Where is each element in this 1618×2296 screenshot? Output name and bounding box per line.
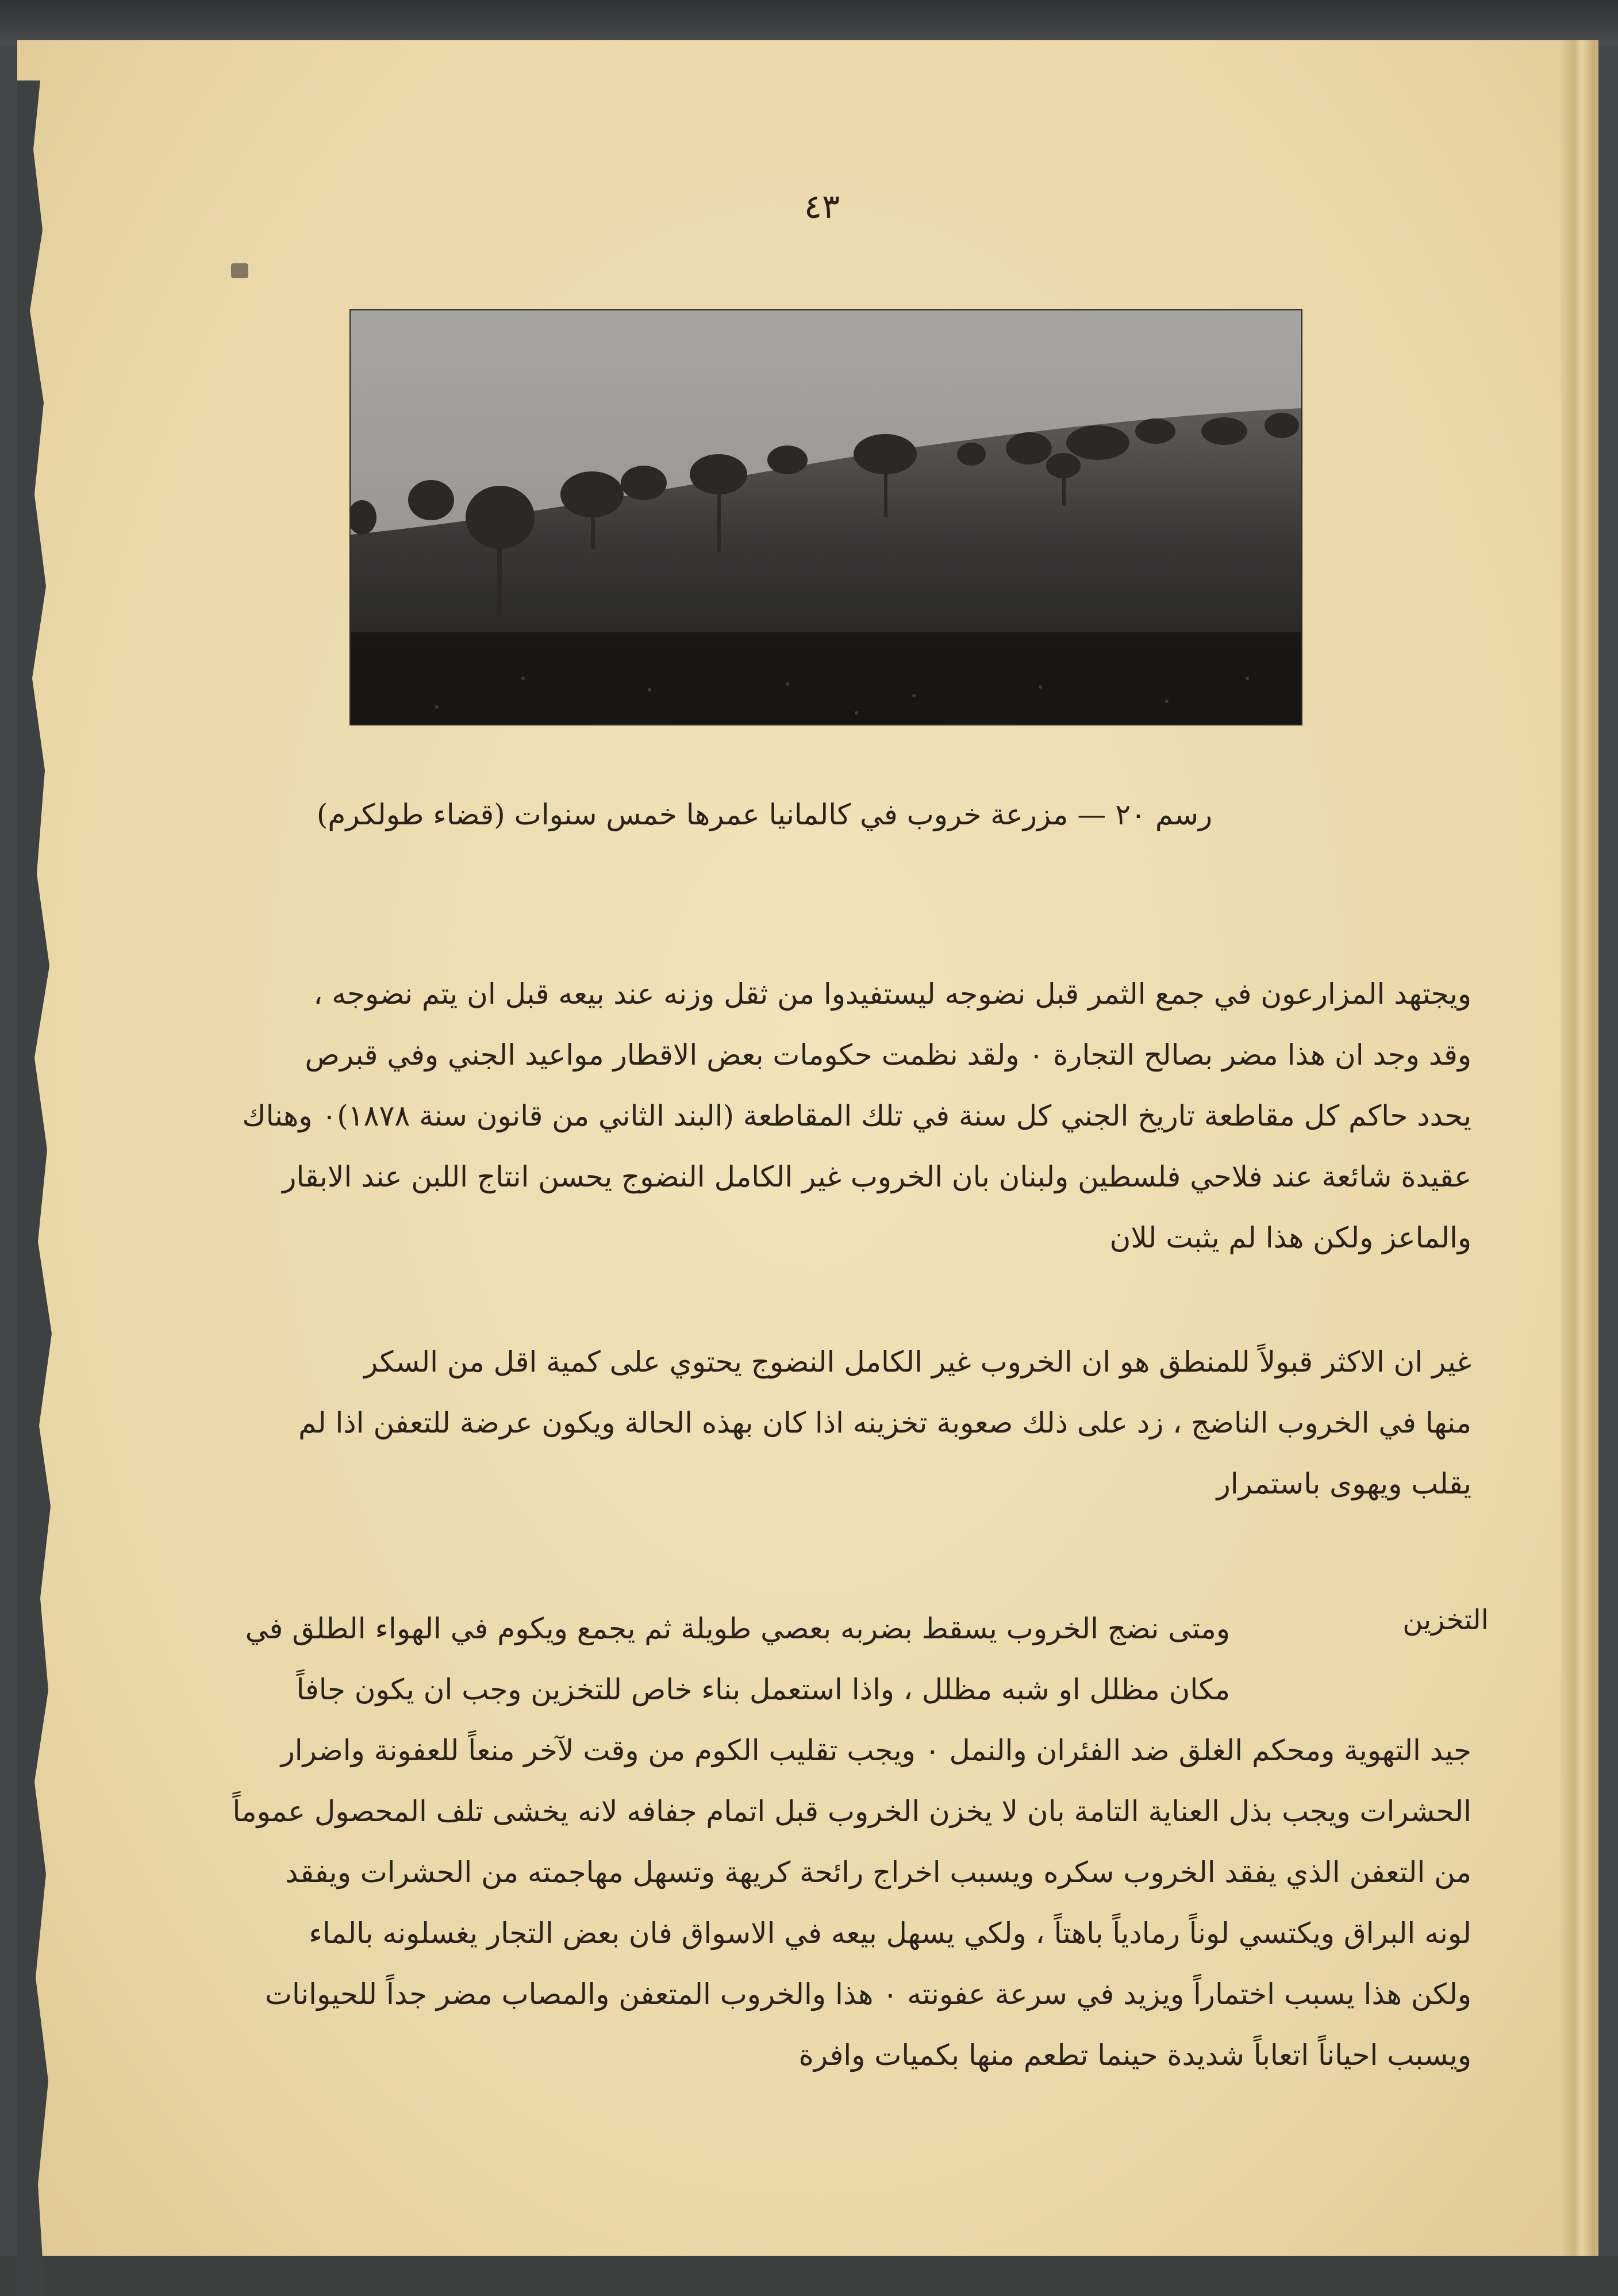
text-line: ويجتهد المزارعون في جمع الثمر قبل نضوجه ليستفيدوا من ثقل وزنه عند بيعه قبل ان يتم نضوجه ،	[313, 977, 1471, 1011]
photo-landscape	[351, 310, 1301, 724]
figure-caption: رسم ٢٠ — مزرعة خروب في كالمانيا عمرها خمس سنوات (قضاء طولكرم)	[316, 798, 1213, 831]
text-line: والماعز ولكن هذا لم يثبت للان	[1109, 1221, 1471, 1254]
text-line: يحدد حاكم كل مقاطعة تاريخ الجني كل سنة في تلك المقاطعة (البند الثاني من قانون سنة ١٨٧٨)٠ وهناك	[242, 1099, 1471, 1132]
text-line: منها في الخروب الناضج ، زد على ذلك صعوبة تخزينه اذا كان بهذه الحالة ويكون عرضة للتعفن اذا لم	[298, 1406, 1471, 1439]
paragraph-ripeness	[190, 1331, 1471, 1514]
book-binding-edge	[0, 0, 1618, 46]
text-line: يقلب ويهوى باستمرار	[1216, 1467, 1471, 1500]
paragraph-harvest	[190, 963, 1471, 1268]
text-line: الحشرات ويجب بذل العناية التامة بان لا يخزن الخروب قبل اتمام جفافه لانه يخشى تلف المحصول عموماً	[232, 1795, 1471, 1828]
book-page	[17, 40, 1598, 2256]
page-number: ٤٣	[804, 187, 840, 226]
text-line: مكان مظلل او شبه مظلل ، واذا استعمل بناء خاص للتخزين وجب ان يكون جافاً	[296, 1673, 1230, 1706]
ink-mark	[231, 263, 248, 278]
text-line: ولكن هذا يسبب اختماراً ويزيد في سرعة عفونته ٠ هذا والخروب المتعفن والمصاب مضر جداً للحيوانات	[264, 1978, 1471, 2011]
carob-farm-photo	[349, 309, 1302, 725]
text-line: جيد التهوية ومحكم الغلق ضد الفئران والنمل ٠ ويجب تقليب الكوم من وقت لآخر منعاً للعفونة واضرار	[280, 1734, 1471, 1767]
torn-page-edge	[17, 80, 63, 2296]
text-line: عقيدة شائعة عند فلاحي فلسطين ولبنان بان الخروب غير الكامل النضوج يحسن انتاج اللبن عند الابقار	[282, 1160, 1471, 1193]
side-heading-storage: التخزين	[1402, 1604, 1489, 1636]
text-line: لونه البراق ويكتسي لوناً رمادياً باهتاً ، ولكي يسهل بيعه في الاسواق فان بعض التجار يغسلونه بالماء	[309, 1917, 1471, 1950]
adjacent-page-edge	[1561, 40, 1595, 2256]
paragraph-storage	[190, 1598, 1471, 2086]
text-line: ومتى نضج الخروب يسقط بضربه بعصي طويلة ثم يجمع ويكوم في الهواء الطلق في	[245, 1612, 1230, 1645]
text-line: غير ان الاكثر قبولاً للمنطق هو ان الخروب غير الكامل النضوج يحتوي على كمية اقل من السكر	[364, 1345, 1471, 1379]
text-line: ويسبب احياناً اتعاباً شديدة حينما تطعم منها بكميات وافرة	[798, 2038, 1471, 2072]
text-line: وقد وجد ان هذا مضر بصالح التجارة ٠ ولقد نظمت حكومات بعض الاقطار مواعيد الجني وفي قبرص	[305, 1038, 1471, 1072]
text-line: من التعفن الذي يفقد الخروب سكره ويسبب اخراج رائحة كريهة وتسهل مهاجمته من الحشرات ويفقد	[285, 1856, 1471, 1889]
